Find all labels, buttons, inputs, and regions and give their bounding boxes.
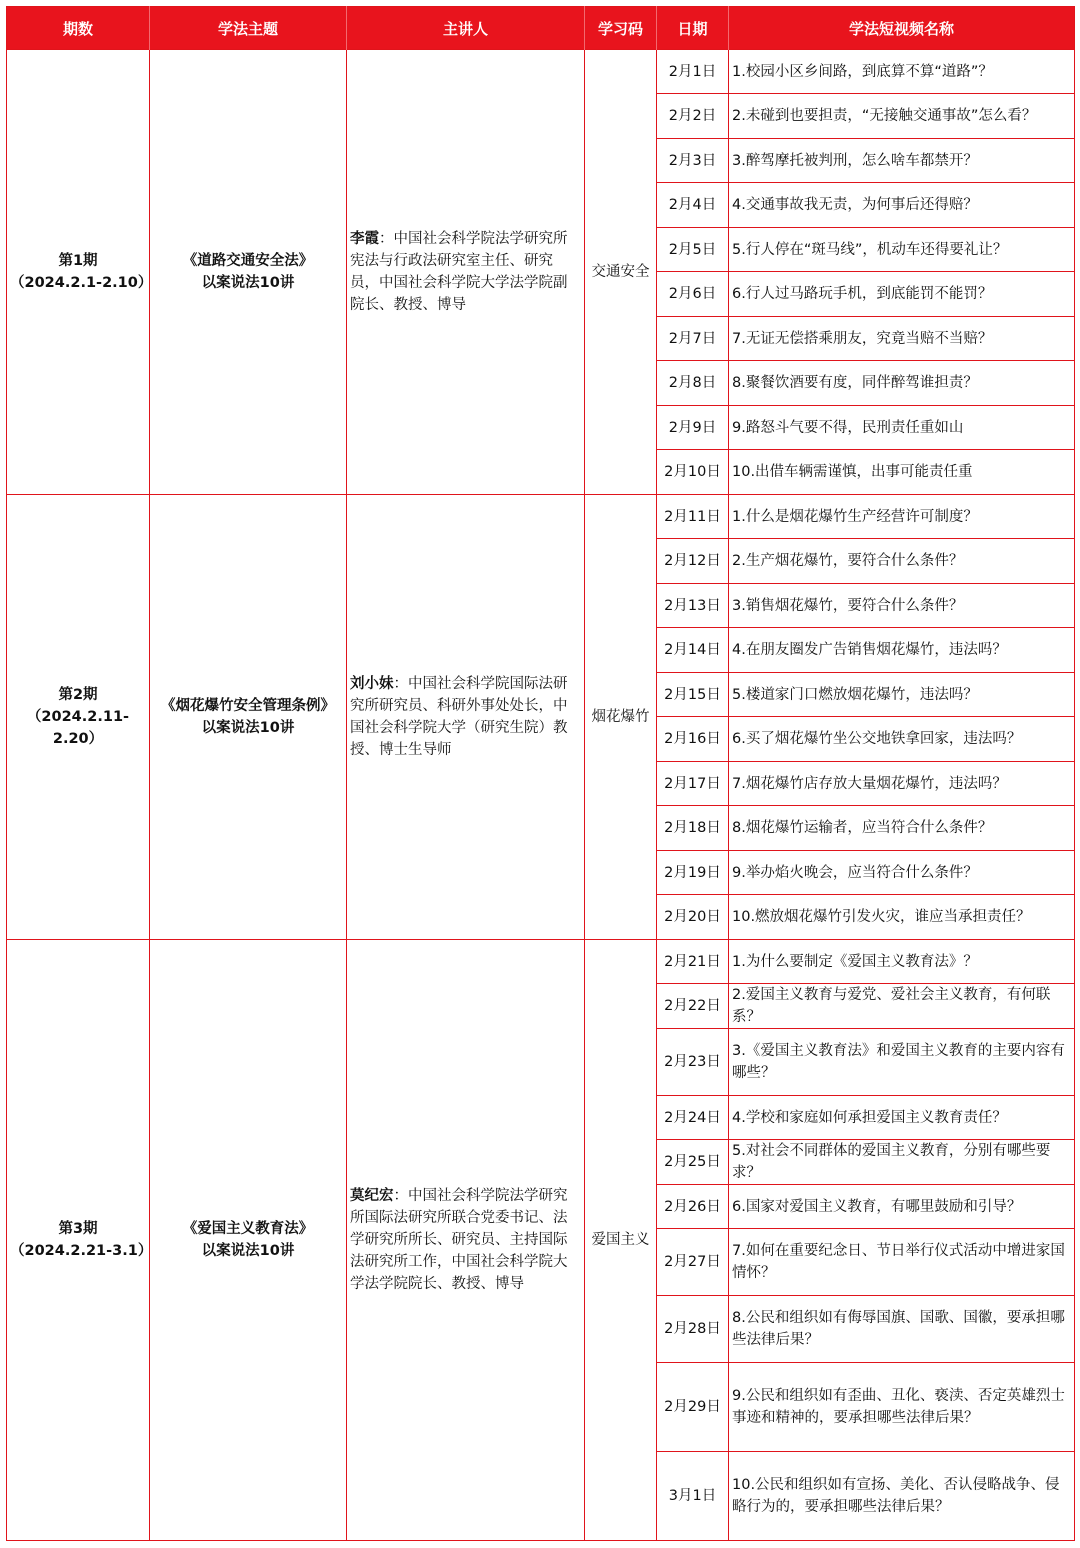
date-cell: 2月2日 bbox=[657, 94, 729, 139]
video-title-cell: 8.烟花爆竹运输者，应当符合什么条件？ bbox=[729, 806, 1075, 851]
date-cell: 2月3日 bbox=[657, 139, 729, 183]
table-row bbox=[7, 495, 1075, 539]
period-cell bbox=[7, 495, 150, 940]
table-row bbox=[7, 50, 1075, 94]
date-cell: 2月6日 bbox=[657, 272, 729, 317]
date-cell: 2月16日 bbox=[657, 717, 729, 762]
header-row bbox=[7, 7, 1075, 50]
date-cell: 2月27日 bbox=[657, 1229, 729, 1296]
lecturer-name: 李霞 bbox=[350, 231, 379, 247]
date-cell: 2月14日 bbox=[657, 628, 729, 673]
date-cell: 2月21日 bbox=[657, 940, 729, 984]
video-title-cell: 7.无证无偿搭乘朋友，究竟当赔不当赔？ bbox=[729, 317, 1075, 361]
video-title-cell: 1.什么是烟花爆竹生产经营许可制度？ bbox=[729, 495, 1075, 539]
topic-subtitle: 以案说法10讲 bbox=[201, 720, 295, 736]
header-date: 日期 bbox=[657, 7, 729, 50]
video-title-cell: 4.交通事故我无责，为何事后还得赔？ bbox=[729, 183, 1075, 228]
video-title-cell: 9.举办焰火晚会，应当符合什么条件？ bbox=[729, 851, 1075, 895]
date-cell: 2月20日 bbox=[657, 895, 729, 940]
lecturer-cell bbox=[347, 50, 585, 495]
video-title-cell: 5.楼道家门口燃放烟花爆竹，违法吗？ bbox=[729, 673, 1075, 717]
date-cell: 2月11日 bbox=[657, 495, 729, 539]
date-cell: 2月25日 bbox=[657, 1140, 729, 1185]
study-code-cell: 爱国主义 bbox=[585, 940, 657, 1541]
video-title-cell: 2.爱国主义教育与爱党、爱社会主义教育，有何联系？ bbox=[729, 984, 1075, 1029]
lecturer-cell bbox=[347, 495, 585, 940]
date-cell: 2月17日 bbox=[657, 762, 729, 806]
video-title-cell: 4.在朋友圈发广告销售烟花爆竹，违法吗？ bbox=[729, 628, 1075, 673]
video-title-cell: 10.燃放烟花爆竹引发火灾，谁应当承担责任？ bbox=[729, 895, 1075, 940]
video-title-cell: 6.国家对爱国主义教育，有哪里鼓励和引导？ bbox=[729, 1185, 1075, 1229]
lecturer-name: 莫纪宏 bbox=[350, 1188, 394, 1204]
topic-subtitle: 以案说法10讲 bbox=[201, 275, 295, 291]
date-cell: 2月4日 bbox=[657, 183, 729, 228]
study-code-cell: 交通安全 bbox=[585, 50, 657, 495]
video-title-cell: 6.买了烟花爆竹坐公交地铁拿回家，违法吗？ bbox=[729, 717, 1075, 762]
topic-cell bbox=[150, 940, 347, 1541]
table-row bbox=[7, 940, 1075, 984]
topic-cell bbox=[150, 495, 347, 940]
video-title-cell: 6.行人过马路玩手机，到底能罚不能罚？ bbox=[729, 272, 1075, 317]
video-title-cell: 9.公民和组织如有歪曲、丑化、亵渎、否定英雄烈士事迹和精神的，要承担哪些法律后果？ bbox=[729, 1363, 1075, 1452]
video-title-cell: 3.《爱国主义教育法》和爱国主义教育的主要内容有哪些？ bbox=[729, 1029, 1075, 1096]
date-cell: 2月19日 bbox=[657, 851, 729, 895]
video-title-cell: 1.校园小区乡间路，到底算不算“道路”？ bbox=[729, 50, 1075, 94]
period-label: 第2期 bbox=[58, 687, 98, 703]
topic-cell bbox=[150, 50, 347, 495]
lecturer-title: ：中国社会科学院法学研究所宪法与行政法研究室主任、研究员，中国社会科学院大学法学院副院长、教授、博导 bbox=[350, 231, 568, 313]
lecturer-title: ：中国社会科学院法学研究所国际法研究所联合党委书记、法学研究所所长、研究员、主持国际法研究所工作，中国社会科学院大学法学院院长、教授、博导 bbox=[350, 1188, 568, 1292]
date-cell: 2月28日 bbox=[657, 1296, 729, 1363]
date-cell: 2月5日 bbox=[657, 228, 729, 272]
period-label: 第3期 bbox=[58, 1221, 98, 1237]
date-cell: 2月24日 bbox=[657, 1096, 729, 1140]
date-cell: 2月13日 bbox=[657, 584, 729, 628]
video-title-cell: 5.对社会不同群体的爱国主义教育，分别有哪些要求？ bbox=[729, 1140, 1075, 1185]
date-cell: 2月18日 bbox=[657, 806, 729, 851]
period-range: （2024.2.1-2.10） bbox=[10, 275, 153, 291]
date-cell: 2月15日 bbox=[657, 673, 729, 717]
topic-title: 《烟花爆竹安全管理条例》 bbox=[161, 698, 335, 714]
video-title-cell: 2.生产烟花爆竹，要符合什么条件？ bbox=[729, 539, 1075, 584]
date-cell: 2月23日 bbox=[657, 1029, 729, 1096]
header-period: 期数 bbox=[7, 7, 150, 50]
date-cell: 2月10日 bbox=[657, 450, 729, 495]
header-study-code: 学习码 bbox=[585, 7, 657, 50]
video-title-cell: 7.如何在重要纪念日、节日举行仪式活动中增进家国情怀？ bbox=[729, 1229, 1075, 1296]
video-title-cell: 9.路怒斗气要不得，民刑责任重如山 bbox=[729, 406, 1075, 450]
video-title-cell: 8.公民和组织如有侮辱国旗、国歌、国徽，要承担哪些法律后果？ bbox=[729, 1296, 1075, 1363]
date-cell: 2月7日 bbox=[657, 317, 729, 361]
study-code-cell: 烟花爆竹 bbox=[585, 495, 657, 940]
date-cell: 2月8日 bbox=[657, 361, 729, 406]
date-cell: 2月9日 bbox=[657, 406, 729, 450]
period-cell bbox=[7, 50, 153, 495]
date-cell: 2月12日 bbox=[657, 539, 729, 584]
period-range: （2024.2.11-2.20） bbox=[26, 709, 130, 747]
date-cell: 2月1日 bbox=[657, 50, 729, 94]
video-title-cell: 4.学校和家庭如何承担爱国主义教育责任？ bbox=[729, 1096, 1075, 1140]
video-title-cell: 10.公民和组织如有宣扬、美化、否认侵略战争、侵略行为的，要承担哪些法律后果？ bbox=[729, 1452, 1075, 1541]
date-cell: 3月1日 bbox=[657, 1452, 729, 1541]
date-cell: 2月22日 bbox=[657, 984, 729, 1029]
period-cell bbox=[7, 940, 153, 1541]
video-title-cell: 8.聚餐饮酒要有度，同伴醉驾谁担责？ bbox=[729, 361, 1075, 406]
topic-subtitle: 以案说法10讲 bbox=[201, 1243, 295, 1259]
header-lecturer: 主讲人 bbox=[347, 7, 585, 50]
video-title-cell: 10.出借车辆需谨慎，出事可能责任重 bbox=[729, 450, 1075, 495]
lecturer-title: ：中国社会科学院国际法研究所研究员、科研外事处处长，中国社会科学院大学（研究生院）教授、博士生导师 bbox=[350, 676, 568, 758]
date-cell: 2月29日 bbox=[657, 1363, 729, 1452]
video-title-cell: 1.为什么要制定《爱国主义教育法》？ bbox=[729, 940, 1075, 984]
lecturer-name: 刘小妹 bbox=[350, 676, 394, 692]
video-title-cell: 3.醉驾摩托被判刑，怎么啥车都禁开？ bbox=[729, 139, 1075, 183]
date-cell: 2月26日 bbox=[657, 1185, 729, 1229]
video-title-cell: 5.行人停在“斑马线”，机动车还得要礼让？ bbox=[729, 228, 1075, 272]
header-topic: 学法主题 bbox=[150, 7, 347, 50]
topic-title: 《道路交通安全法》 bbox=[182, 253, 314, 269]
video-title-cell: 7.烟花爆竹店存放大量烟花爆竹，违法吗？ bbox=[729, 762, 1075, 806]
lecturer-cell bbox=[347, 940, 585, 1541]
schedule-table bbox=[6, 6, 1075, 1541]
video-title-cell: 3.销售烟花爆竹，要符合什么条件？ bbox=[729, 584, 1075, 628]
header-video-title: 学法短视频名称 bbox=[729, 7, 1075, 50]
video-title-cell: 2.未碰到也要担责，“无接触交通事故”怎么看？ bbox=[729, 94, 1075, 139]
period-label: 第1期 bbox=[58, 253, 98, 269]
period-range: （2024.2.21-3.1） bbox=[10, 1243, 153, 1259]
topic-title: 《爱国主义教育法》 bbox=[182, 1221, 314, 1237]
